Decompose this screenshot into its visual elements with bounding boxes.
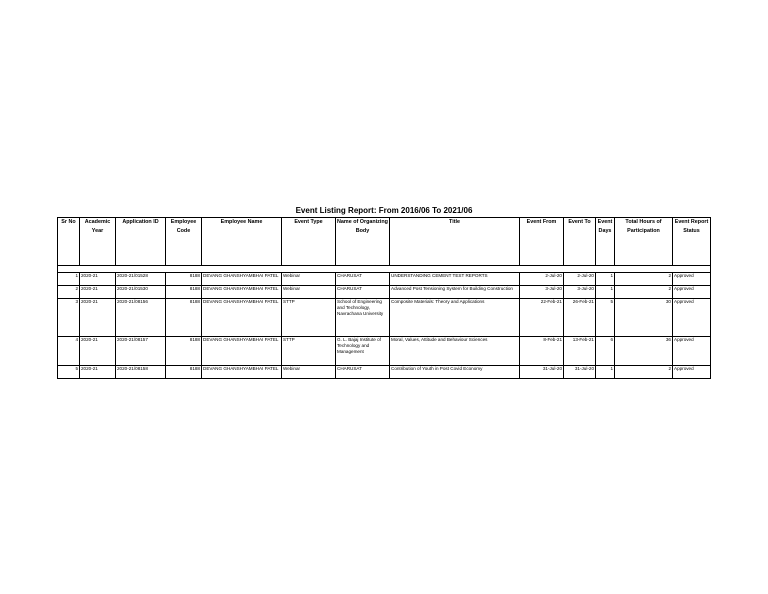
cell-event-from: 3-Jul-20 [520,286,564,299]
cell-total-hours: 2 [615,273,673,286]
cell-title: Contribution of Youth in Post Covid Economy [390,366,520,379]
cell-event-from: 31-Jul-20 [520,366,564,379]
cell-event-from: 2-Jul-20 [520,273,564,286]
cell-organizing-body: School of Engineering and Technology, Navrachana University [336,299,390,337]
cell-event-from: 8-Feb-21 [520,337,564,366]
cell-event-type: Webinar [282,366,336,379]
table-row [58,273,711,286]
cell-event-days: 1 [596,366,615,379]
cell-event-to: 31-Jul-20 [564,366,596,379]
cell-event-days: 1 [596,273,615,286]
cell-event-days: 5 [596,299,615,337]
cell-title: Moral, Values, Attitude and Behaviour Sciences [390,337,520,366]
cell-application-id: 2020-21/08158 [116,366,166,379]
table-row [58,299,711,337]
col-event-type: Event Type [282,218,336,266]
col-organizing-body: Name of Organizing Body [336,218,390,266]
cell-sr-no: 3 [58,299,80,337]
cell-event-to: 3-Jul-20 [564,286,596,299]
header-spacer [58,266,711,273]
cell-employee-name: DEVANG GHANSHYAMBHAI PATEL [202,273,282,286]
cell-total-hours: 36 [615,337,673,366]
col-employee-code: Employee Code [166,218,202,266]
col-event-from: Event From [520,218,564,266]
cell-employee-code: 8188 [166,273,202,286]
cell-employee-name: DEVANG GHANSHYAMBHAI PATEL [202,366,282,379]
col-employee-name: Employee Name [202,218,282,266]
col-event-days: Event Days [596,218,615,266]
col-total-hours: Total Hours of Participation [615,218,673,266]
cell-employee-code: 8188 [166,337,202,366]
cell-application-id: 2020-21/01530 [116,286,166,299]
cell-status: Approved [673,273,711,286]
cell-event-days: 6 [596,337,615,366]
cell-employee-code: 8188 [166,299,202,337]
col-application-id: Application ID [116,218,166,266]
cell-employee-code: 8188 [166,286,202,299]
cell-academic-year: 2020-21 [80,337,116,366]
cell-total-hours: 2 [615,286,673,299]
cell-organizing-body: CHARUSAT [336,286,390,299]
cell-employee-name: DEVANG GHANSHYAMBHAI PATEL [202,337,282,366]
cell-event-type: Webinar [282,286,336,299]
cell-status: Approved [673,286,711,299]
cell-event-from: 22-Feb-21 [520,299,564,337]
table-row [58,286,711,299]
cell-title: UNDERSTANDING CEMENT TEST REPORTS [390,273,520,286]
col-academic-year: Academic Year [80,218,116,266]
cell-sr-no: 5 [58,366,80,379]
cell-sr-no: 1 [58,273,80,286]
cell-employee-name: DEVANG GHANSHYAMBHAI PATEL [202,286,282,299]
cell-title: Composite Materials: Theory and Applications [390,299,520,337]
col-event-to: Event To [564,218,596,266]
cell-title: Advanced Post Tensioning System for Building Construction [390,286,520,299]
cell-sr-no: 4 [58,337,80,366]
cell-event-type: STTP [282,337,336,366]
cell-status: Approved [673,299,711,337]
cell-status: Approved [673,366,711,379]
cell-employee-code: 8188 [166,366,202,379]
cell-event-to: 2-Jul-20 [564,273,596,286]
col-status: Event Report Status [673,218,711,266]
table-row [58,366,711,379]
cell-total-hours: 30 [615,299,673,337]
cell-academic-year: 2020-21 [80,366,116,379]
cell-organizing-body: G. L. Bajaj Institute of Technology and Management [336,337,390,366]
col-sr-no: Sr No [58,218,80,266]
cell-sr-no: 2 [58,286,80,299]
cell-total-hours: 2 [615,366,673,379]
cell-employee-name: DEVANG GHANSHYAMBHAI PATEL [202,299,282,337]
cell-event-type: STTP [282,299,336,337]
cell-application-id: 2020-21/08156 [116,299,166,337]
cell-status: Approved [673,337,711,366]
cell-academic-year: 2020-21 [80,299,116,337]
event-listing-table [57,217,711,379]
cell-academic-year: 2020-21 [80,286,116,299]
table-row [58,337,711,366]
cell-event-to: 13-Feb-21 [564,337,596,366]
cell-application-id: 2020-21/08157 [116,337,166,366]
table-header-row [58,218,711,266]
cell-application-id: 2020-21/01528 [116,273,166,286]
cell-organizing-body: CHARUSAT [336,366,390,379]
cell-event-to: 26-Feb-21 [564,299,596,337]
cell-event-type: Webinar [282,273,336,286]
report-title: Event Listing Report: From 2016/06 To 2021/06 [295,206,473,215]
cell-event-days: 1 [596,286,615,299]
cell-organizing-body: CHARUSAT [336,273,390,286]
col-title: Title [390,218,520,266]
cell-academic-year: 2020-21 [80,273,116,286]
